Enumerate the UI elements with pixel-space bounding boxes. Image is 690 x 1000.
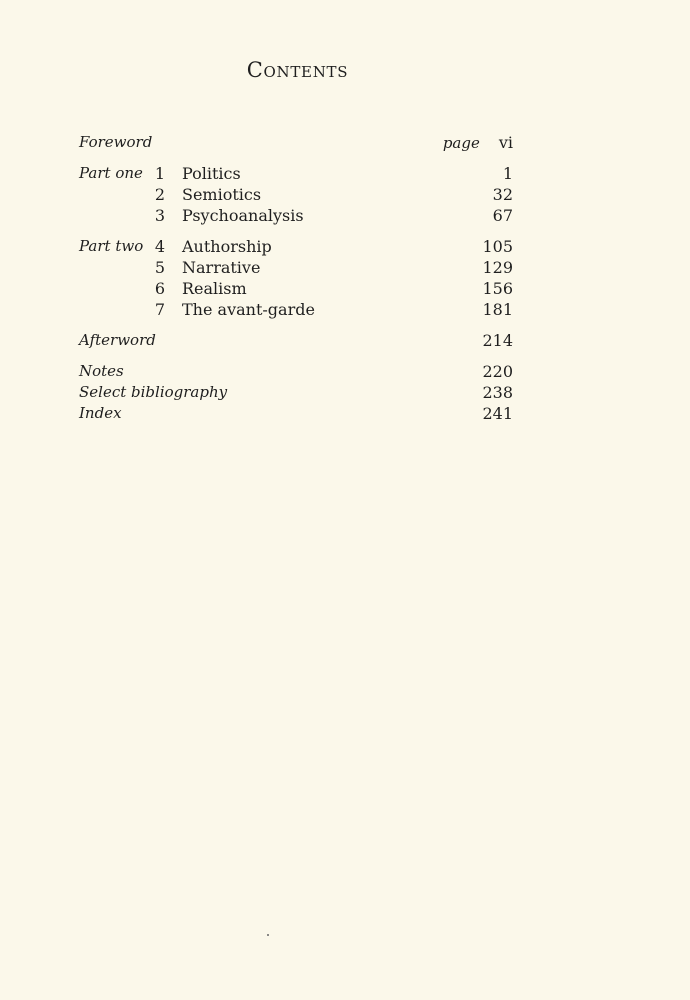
toc-row-chapter-5 — [79, 257, 513, 278]
chapter-page-number: 181 — [482, 300, 513, 319]
section-gap — [79, 226, 513, 236]
print-dot — [267, 934, 269, 936]
section-gap — [79, 320, 513, 330]
chapter-title: Politics — [182, 164, 241, 183]
chapter-page-number: 156 — [482, 279, 513, 298]
toc-row-chapter-4 — [79, 236, 513, 257]
chapter-page-number: 67 — [492, 206, 513, 225]
notes-page-number: 220 — [482, 362, 513, 381]
toc-row-chapter-1 — [79, 163, 513, 184]
chapter-title: Narrative — [182, 258, 261, 277]
toc-row-chapter-7 — [79, 299, 513, 320]
page-title: Contents — [246, 58, 349, 82]
toc-row-foreword — [79, 132, 513, 153]
chapter-title: Authorship — [182, 237, 272, 256]
foreword-label: Foreword — [79, 133, 153, 151]
table-of-contents — [79, 132, 513, 424]
chapter-page-number: 1 — [502, 164, 513, 183]
notes-label: Notes — [79, 362, 124, 380]
afterword-label: Afterword — [79, 331, 156, 349]
chapter-number: 2 — [154, 185, 165, 204]
toc-row-notes — [79, 361, 513, 382]
foreword-page-number: vi — [498, 133, 513, 152]
section-gap — [79, 153, 513, 163]
chapter-number: 3 — [154, 206, 165, 225]
toc-row-afterword — [79, 330, 513, 351]
chapter-number: 5 — [154, 258, 165, 277]
toc-row-select-bibliography — [79, 382, 513, 403]
chapter-title: The avant-garde — [182, 300, 315, 319]
toc-row-chapter-6 — [79, 278, 513, 299]
index-label: Index — [79, 404, 122, 422]
chapter-number: 7 — [154, 300, 165, 319]
chapter-title: Realism — [182, 279, 247, 298]
chapter-page-number: 129 — [482, 258, 513, 277]
chapter-page-number: 105 — [482, 237, 513, 256]
select-bibliography-label: Select bibliography — [79, 383, 228, 401]
section-gap — [79, 351, 513, 361]
part-one-label: Part one — [79, 164, 143, 182]
chapter-number: 1 — [154, 164, 165, 183]
chapter-number: 6 — [154, 279, 165, 298]
part-two-label: Part two — [79, 237, 144, 255]
toc-row-chapter-2 — [79, 184, 513, 205]
foreword-page — [443, 132, 513, 154]
toc-row-index — [79, 403, 513, 424]
chapter-number: 4 — [154, 237, 165, 256]
chapter-title: Semiotics — [182, 185, 262, 204]
afterword-page-number: 214 — [482, 331, 513, 350]
page-word-label: page — [442, 134, 480, 152]
chapter-page-number: 32 — [492, 185, 513, 204]
toc-row-chapter-3 — [79, 205, 513, 226]
chapter-title: Psychoanalysis — [182, 206, 304, 225]
select-bibliography-page-number: 238 — [482, 383, 513, 402]
index-page-number: 241 — [482, 404, 513, 423]
